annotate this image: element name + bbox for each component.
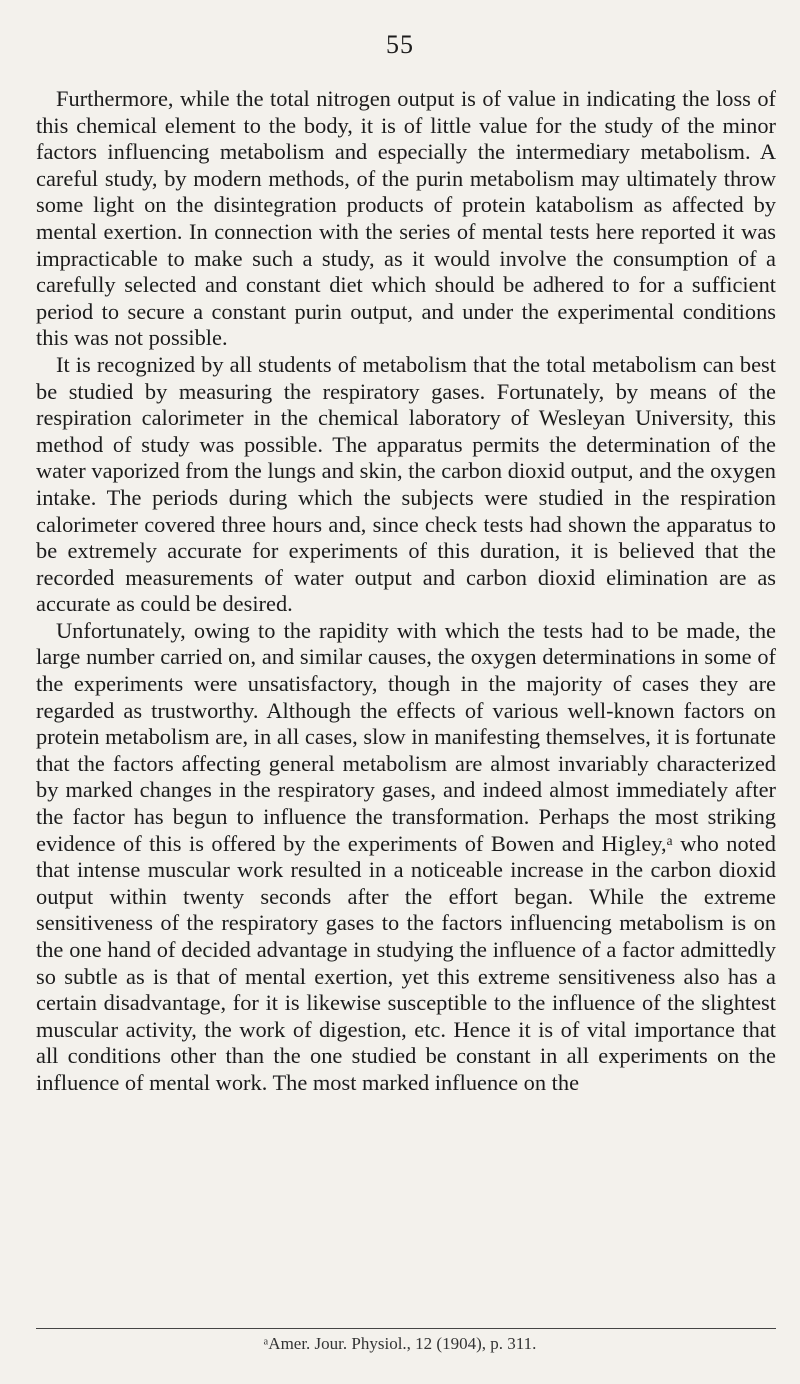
paragraph: Unfortunately, owing to the rapidity with which the tests had to be made, the large number carried on, and similar causes, the oxygen determinations in some of the experiments were unsatisfactory, though in the majority of cases they are regarded as trustworthy. Although the effects of various well-known factors on protein metabolism are, in all cases, slow in manifesting themselves, it is fortunate that the factors affecting general metabolism are almost invariably characterized by marked changes in the respiratory gases, and indeed almost immediately after the factor has begun to influence the transformation. Perhaps the most striking evidence of this is offered by the experiments of Bowen and Higley,ᵃ who noted that intense muscular work resulted in a noticeable increase in the carbon dioxid output within twenty seconds after the effort began. While the extreme sensitiveness of the respiratory gases to the factors influencing metabolism is on the one hand of decided advantage in studying the influence of a factor admittedly so subtle as is that of mental exertion, yet this extreme sensitiveness also has a certain disadvantage, for it is likewise susceptible to the influence of the slightest muscular activity, the work of digestion, etc. Hence it is of vital importance that all conditions other than the one studied be constant in all experiments on the influence of mental work. The most marked influence on the bbox=[36, 617, 776, 1095]
paragraph: Furthermore, while the total nitrogen output is of value in indicating the loss of this chemical element to the body, it is of little value for the study of the minor factors influencing metabolism and especially the intermediary metabolism. A careful study, by modern methods, of the purin metabolism may ultimately throw some light on the disintegration products of protein katabolism as affected by mental exertion. In connection with the series of mental tests here reported it was impracticable to make such a study, as it would involve the consumption of a carefully selected and constant diet which should be adhered to for a sufficient period to secure a constant purin output, and under the experimental conditions this was not possible. bbox=[36, 86, 776, 351]
paragraph: It is recognized by all students of metabolism that the total metabolism can best be studied by measuring the respiratory gases. Fortunately, by means of the respiration calorimeter in the chemical laboratory of Wesleyan University, this method of study was possible. The apparatus permits the determination of the water vaporized from the lungs and skin, the carbon dioxid output, and the oxygen intake. The periods during which the subjects were studied in the respiration calorimeter covered three hours and, since check tests had shown the apparatus to be extremely accurate for experiments of this duration, it is believed that the recorded measurements of water output and carbon dioxid elimination are as accurate as could be desired. bbox=[36, 351, 776, 617]
footnote-divider bbox=[36, 1328, 776, 1329]
footnote: ᵃAmer. Jour. Physiol., 12 (1904), p. 311. bbox=[263, 1334, 537, 1353]
body-text bbox=[36, 86, 776, 1097]
page-number: 55 bbox=[386, 30, 414, 59]
